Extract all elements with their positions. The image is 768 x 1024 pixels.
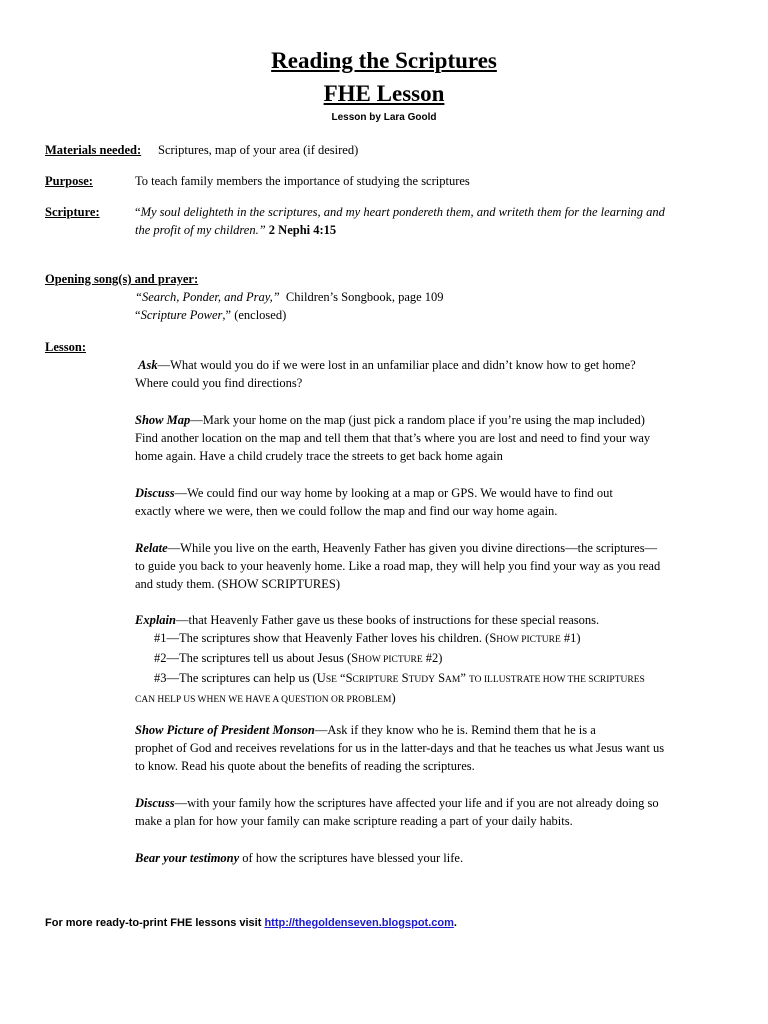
opening-song-2: “Scripture Power,” (enclosed) xyxy=(135,308,287,322)
ask-section: Ask—What would you do if we were lost in an unfamiliar place and didn’t know how to get home? Where could you find directions? xyxy=(135,358,636,390)
song2-title: Scripture Power xyxy=(140,308,223,322)
show-map-heading: Show Map xyxy=(135,413,191,427)
discuss2-section: Discuss—with your family how the scriptures have affected your life and if you are not already doing so make a plan for how your family can make scripture reading a part of your daily habits. xyxy=(135,796,659,828)
explain-item-1: #1—The scriptures show that Heavenly Father loves his children. (SHOW PICTURE #1) xyxy=(154,631,581,645)
byline: Lesson by Lara Goold xyxy=(331,112,437,123)
explain-item-3-cont: CAN HELP US WHEN WE HAVE A QUESTION OR PROBLEM) xyxy=(135,691,396,705)
scripture-quote-line1: My soul delighteth in the scriptures, and my heart pondereth them, and writeth them for the learning and xyxy=(140,205,665,219)
scripture-reference: 2 Nephi 4:15 xyxy=(268,223,337,237)
explain-section: Explain—that Heavenly Father gave us these books of instructions for these special reasons. #1—The scriptures show that Heavenly Father loves his children. (SHOW PICTURE #1) #2—The scriptures tell us about Jesus (SHOW PICTURE #2) #3—The scriptures can help us (USE “SCRIPTURE STUDY SAM” TO ILLUSTRATE HOW THE SCRIPTURES CAN HELP US WHEN WE HAVE A QUESTION OR PROBLEM) xyxy=(135,611,727,709)
materials-text: Scriptures, map of your area (if desired) xyxy=(158,143,359,157)
testimony-heading: Bear your testimony xyxy=(135,851,240,865)
scripture-quote-line2: the profit of my children.” xyxy=(135,223,266,237)
opening-song-1 xyxy=(135,288,444,306)
monson-heading: Show Picture of President Monson xyxy=(135,723,315,737)
page-subtitle: FHE Lesson xyxy=(323,81,445,106)
ask-heading: Ask xyxy=(138,358,158,372)
opening-label: Opening song(s) and prayer: xyxy=(45,272,199,286)
explain-item-3: #3—The scriptures can help us (USE “SCRIPTURE STUDY SAM” TO ILLUSTRATE HOW THE SCRIPTURES xyxy=(154,671,645,685)
footer: For more ready-to-print FHE lessons visit http://thegoldenseven.blogspot.com. xyxy=(45,917,457,929)
song1-source: Children’s Songbook, page 109 xyxy=(285,290,444,304)
lesson-label: Lesson: xyxy=(45,340,86,354)
show-map-section: Show Map—Mark your home on the map (just pick a random place if you’re using the map included) Find another location on the map and tell them that that’s where you are lost and need to find your way home again. Have a child crudely trace the streets to get back home again xyxy=(135,413,651,463)
materials-label: Materials needed: xyxy=(45,143,142,157)
discuss2-heading: Discuss xyxy=(135,796,175,810)
explain-heading: Explain xyxy=(135,613,176,627)
relate-heading: Relate xyxy=(135,541,168,555)
discuss-section: Discuss—We could find our way home by looking at a map or GPS. We would have to find out exactly where we were, then we could follow the map and find our way home again. xyxy=(135,486,613,518)
footer-text: For more ready-to-print FHE lessons visit xyxy=(45,917,265,929)
monson-section: Show Picture of President Monson—Ask if they know who he is. Remind them that he is a prophet of God and receives revelations for us in the latter-days and that he teaches us what Jesus want us to know. Read his quote about the benefits of reading the scriptures. xyxy=(135,723,665,773)
purpose-text: To teach family members the importance of studying the scriptures xyxy=(135,174,470,188)
discuss-heading: Discuss xyxy=(135,486,175,500)
purpose-label: Purpose: xyxy=(45,174,93,188)
song1-title: “Search, Ponder, and Pray,” xyxy=(135,290,280,304)
explain-item-2: #2—The scriptures tell us about Jesus (SHOW PICTURE #2) xyxy=(154,651,443,665)
relate-section: Relate—While you live on the earth, Heavenly Father has given you divine directions—the scriptures— to guide you back to your heavenly home. Like a road map, they will help you find your way as you read and study them. (SHOW SCRIPTURES) xyxy=(135,541,661,591)
testimony-section: Bear your testimony of how the scriptures have blessed your life. xyxy=(135,851,464,865)
blog-link[interactable]: http://thegoldenseven.blogspot.com xyxy=(264,917,454,929)
scripture-label: Scripture: xyxy=(45,205,100,219)
page-title: Reading the Scriptures xyxy=(271,48,497,73)
scripture-quote: “My soul delighteth in the scriptures, and my heart pondereth them, and writeth them for the learning and the profit of my children.” 2 Nephi 4:15 xyxy=(135,205,665,237)
